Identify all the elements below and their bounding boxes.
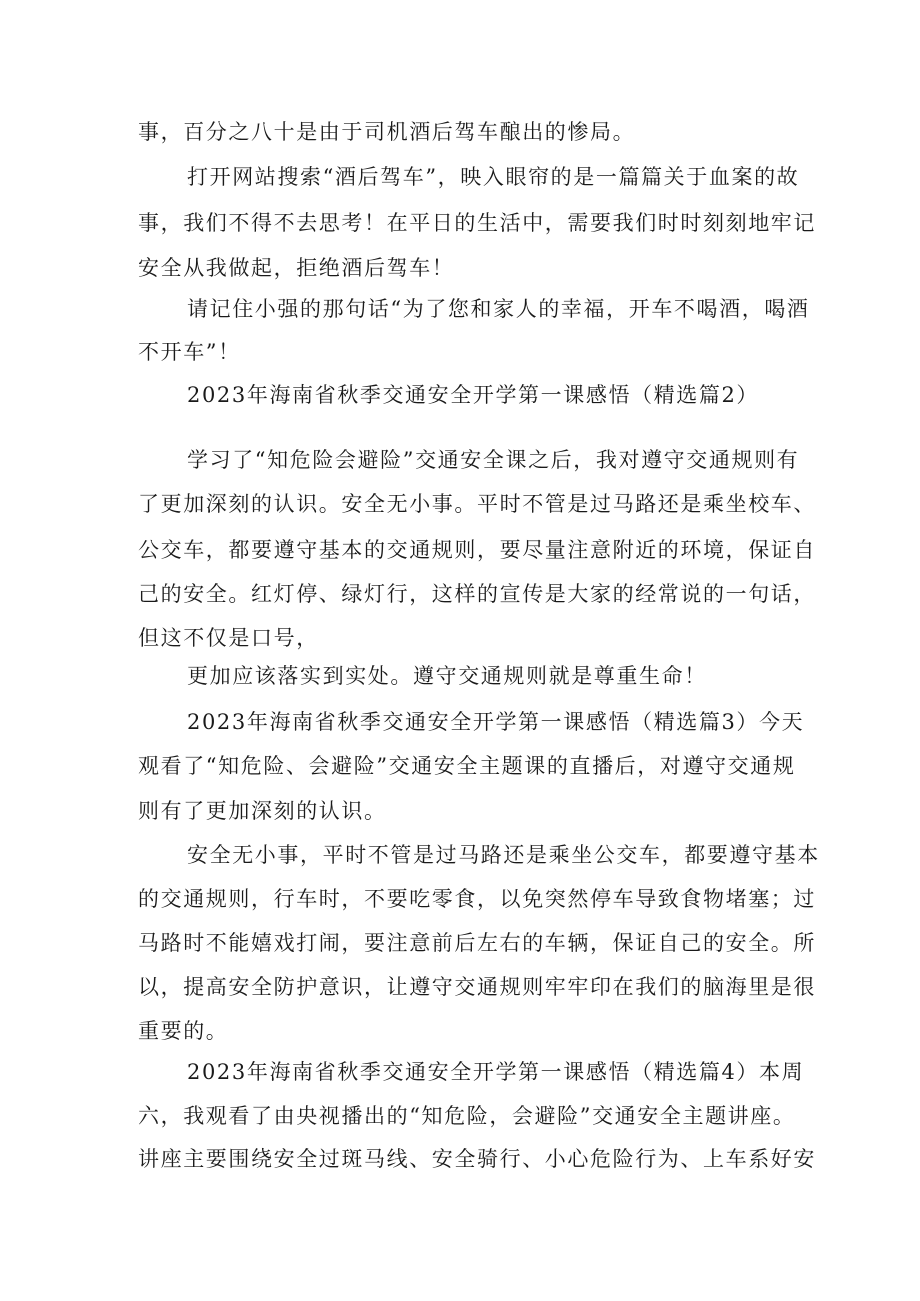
text-line: 公交车，都要遵守基本的交通规则，要尽量注意附近的环境，保证自: [138, 538, 816, 562]
paragraph-start-line: 更加应该落实到实处。遵守交通规则就是尊重生命！: [187, 664, 707, 688]
section-heading-4-line: 2023年海南省秋季交通安全开学第一课感悟（精选篇4）本周: [187, 1060, 805, 1084]
text-line: 不开车”！: [138, 340, 241, 364]
text-line: 事，百分之八十是由于司机酒后驾车酿出的惨局。: [138, 120, 636, 144]
section-heading-3-line: 2023年海南省秋季交通安全开学第一课感悟（精选篇3）今天: [187, 710, 805, 734]
paragraph-start-line: 打开网站搜索“酒后驾车”，映入眼帘的是一篇篇关于血案的故: [187, 165, 800, 189]
text-line: 的交通规则，行车时，不要吃零食，以免突然停车导致食物堵塞；过: [138, 887, 816, 911]
text-line: 六，我观看了由央视播出的“知危险，会避险”交通安全主题讲座。: [138, 1104, 796, 1128]
text-line: 以，提高安全防护意识，让遵守交通规则牢牢印在我们的脑海里是很: [138, 975, 816, 999]
paragraph-start-line: 安全无小事，平时不管是过马路还是乘坐公交车，都要遵守基本: [187, 843, 820, 867]
text-line: 安全从我做起，拒绝酒后驾车！: [138, 256, 455, 280]
text-line: 则有了更加深刻的认识。: [138, 799, 387, 823]
paragraph-start-line: 请记住小强的那句话“为了您和家人的幸福，开车不喝酒，喝酒: [187, 297, 810, 321]
text-line: 但这不仅是口号，: [138, 626, 319, 650]
text-line: 重要的。: [138, 1019, 229, 1043]
paragraph-start-line: 学习了“知危险会避险”交通安全课之后，我对遵守交通规则有: [187, 448, 800, 472]
section-heading-2: 2023年海南省秋季交通安全开学第一课感悟（精选篇2）: [187, 383, 760, 407]
text-line: 讲座主要围绕安全过斑马线、安全骑行、小心危险行为、上车系好安: [138, 1147, 816, 1171]
text-line: 观看了“知危险、会避险”交通安全主题课的直播后，对遵守交通规: [138, 754, 796, 778]
text-line: 了更加深刻的认识。安全无小事。平时不管是过马路还是乘坐校车、: [138, 492, 816, 516]
text-line: 马路时不能嬉戏打闹，要注意前后左右的车辆，保证自己的安全。所: [138, 931, 816, 955]
text-line: 己的安全。红灯停、绿灯行，这样的宣传是大家的经常说的一句话，: [138, 582, 816, 606]
text-line: 事，我们不得不去思考！在平日的生活中，需要我们时时刻刻地牢记: [138, 211, 816, 235]
